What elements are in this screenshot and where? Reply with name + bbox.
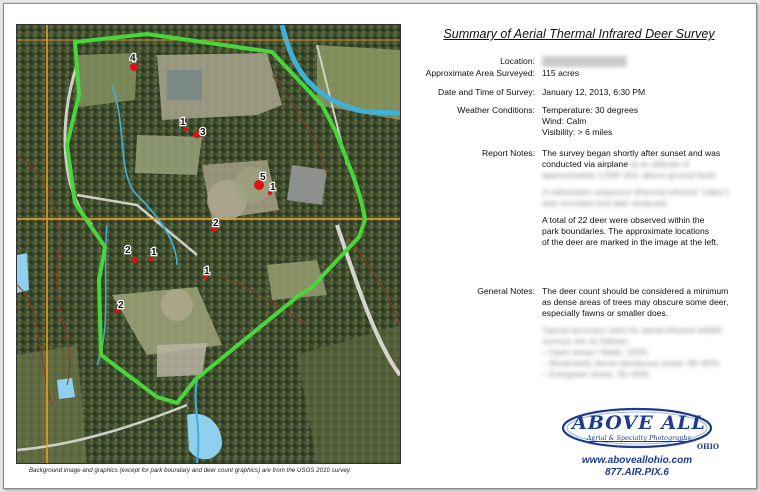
deer-label: 4 [130, 53, 136, 64]
general-line: especially fawns or smaller does. [542, 308, 669, 318]
report-count-line: A total of 22 deer were observed within the [542, 215, 705, 225]
general-redacted: – Evergreen areas: 50–60% [542, 369, 650, 379]
logo-state: OHIO [696, 442, 719, 451]
contact-block [552, 455, 722, 479]
general-line: The deer count should be considered a minimum [542, 286, 729, 296]
area-label: Approximate Area Surveyed: [425, 68, 535, 78]
deer-label: 1 [151, 247, 157, 258]
deer-label: 2 [125, 245, 131, 256]
above-all-logo [559, 406, 719, 454]
report-count-line: park boundaries. The approximate locations [542, 226, 710, 236]
weather-visibility: Visibility: > 6 miles [542, 127, 613, 137]
deer-label: 1 [204, 266, 210, 277]
deer-label: 2 [118, 300, 124, 311]
weather-row [409, 105, 754, 139]
deer-label: 2 [213, 218, 219, 229]
report-notes-row [409, 148, 754, 268]
general-notes-label: General Notes: [477, 286, 535, 296]
area-value: 115 acres [542, 68, 580, 78]
deer-label: 1 [180, 117, 186, 128]
deer-label: 5 [260, 172, 266, 183]
general-redacted: Typical accuracy rates for aerial infrared wildlife [542, 325, 723, 335]
report-count-line: of the deer are marked in the image at the left. [542, 237, 719, 247]
general-redacted: – Open areas / fields: 100% [542, 347, 649, 357]
report-redacted: approximately 1,000' AGL above ground level. [542, 170, 718, 180]
report-notes-label: Report Notes: [481, 148, 535, 158]
weather-temperature: Temperature: 30 degrees [542, 105, 639, 115]
report-redacted: A radiometric sequence (thermal infrared "video") [542, 187, 730, 197]
location-label: Location: [500, 56, 535, 66]
page-title: Summary of Aerial Thermal Infrared Deer Survey [443, 27, 715, 41]
report-redacted: at an altitude of [630, 159, 690, 169]
general-redacted: surveys are as follows: [542, 336, 629, 346]
logo-tagline: Aerial & Specialty Photography [586, 434, 692, 442]
survey-sheet [3, 3, 757, 489]
general-redacted: – Moderately dense deciduous areas: 90–95% [542, 358, 720, 368]
report-line: The survey began shortly after sunset and was [542, 148, 721, 158]
map-caption: Background image and graphics (except for park boundary and deer count graphics) are from the USGS 2010 survey. [29, 467, 352, 474]
general-notes-row [409, 286, 754, 396]
datetime-label: Date and Time of Survey: [438, 87, 535, 97]
deer-label: 3 [200, 127, 206, 138]
website-link[interactable]: www.aboveallohio.com [581, 455, 693, 466]
report-redacted: was recorded and later analyzed. [542, 198, 669, 208]
weather-label: Weather Conditions: [457, 105, 535, 115]
logo-name: ABOVE ALL [572, 412, 706, 434]
general-line: as dense areas of trees may obscure some deer, [542, 297, 729, 307]
deer-label: 1 [270, 182, 276, 193]
weather-wind: Wind: Calm [542, 116, 587, 126]
aerial-map [16, 24, 401, 464]
location-value [542, 56, 627, 67]
phone-number: 877.AIR.PIX.6 [605, 467, 669, 478]
datetime-value: January 12, 2013, 6:30 PM [542, 87, 646, 97]
aerial-map-graphic [17, 25, 400, 463]
report-line: conducted via airplane [542, 159, 628, 169]
